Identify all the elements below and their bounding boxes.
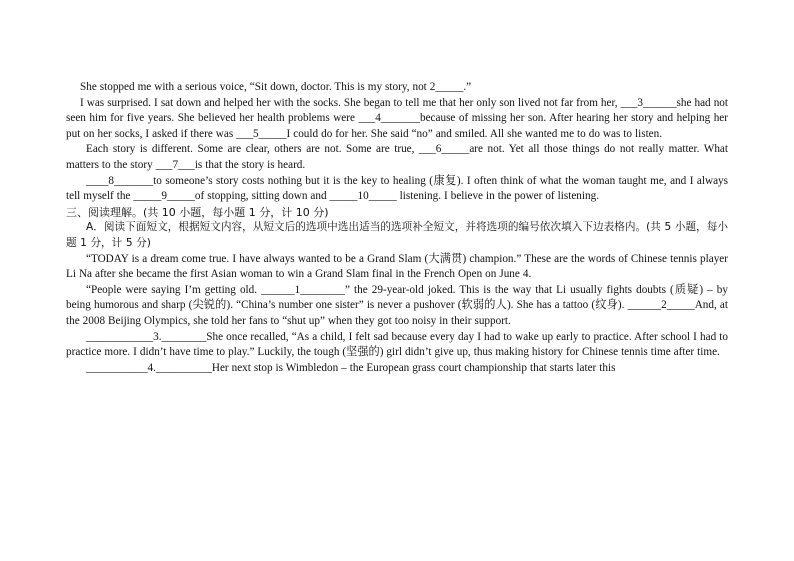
passage-paragraph-2: I was surprised. I sat down and helped her with the socks. She began to tell me that her only son lived not far from her, ___3______she had not seen him for five years. She believed her health problems were ___4_______because of missing her son. After hearing her story and helping her put on her socks, I asked if there was ___5_____I could do for her. She said “no” and smiled. All she wanted me to do was to listen. bbox=[66, 96, 728, 140]
reading-paragraph-3: ____________3.________She once recalled, “As a child, I felt sad because every day I had to wake up early to practice. After school I had to practice more. I didn’t have time to play.” Luckily, the tough (坚强的) girl didn’t give up, thus making history for Chinese tennis time after time. bbox=[66, 330, 728, 359]
section-3-heading: 三、阅读理解。(共 10 小题，每小题 1 分，计 10 分) bbox=[66, 205, 329, 219]
reading-paragraph-1: “TODAY is a dream come true. I have always wanted to be a Grand Slam (大满贯) champion.” These are the words of Chinese tennis player Li Na after she became the first Asian woman to win a Grand Slam final in the French Open on June 4. bbox=[66, 252, 728, 281]
passage-paragraph-4: ____8_______to someone’s story costs nothing but it is the key to healing (康复). I often think of what the woman taught me, and I always tell myself the _____9_____of stopping, sitting down and _____10_____ listening. I believe in the power of listening. bbox=[66, 174, 728, 203]
section-3-instructions: A．阅读下面短文，根据短文内容，从短文后的选项中选出适当的选项补全短文，并将选项的编号依次填入下边表格内。(共 5 小题，每小题 1 分，计 5 分) bbox=[66, 221, 728, 249]
passage-paragraph-3: Each story is different. Some are clear, others are not. Some are true, ___6_____are not. Yet all those things do not really matter. What matters to the story ___7___is that the story is heard. bbox=[66, 143, 728, 171]
reading-paragraph-4: ___________4.__________Her next stop is Wimbledon – the European grass court championship that starts later this bbox=[86, 361, 616, 374]
passage-paragraph-1: She stopped me with a serious voice, “Sit down, doctor. This is my story, not 2_____.” bbox=[80, 81, 472, 93]
reading-paragraph-2: “People were saying I’m getting old. ______1________” the 29-year-old joked. This is the way that Li usually fights doubts (质疑) – by being humorous and sharp (尖锐的). “China’s number one sister” is never a pushover (软弱的人). She has a tattoo (纹身). ______2_____And, at the 2008 Beijing Olympics, she told her fans to “shut up” when they got too noisy in their support. bbox=[66, 283, 728, 327]
